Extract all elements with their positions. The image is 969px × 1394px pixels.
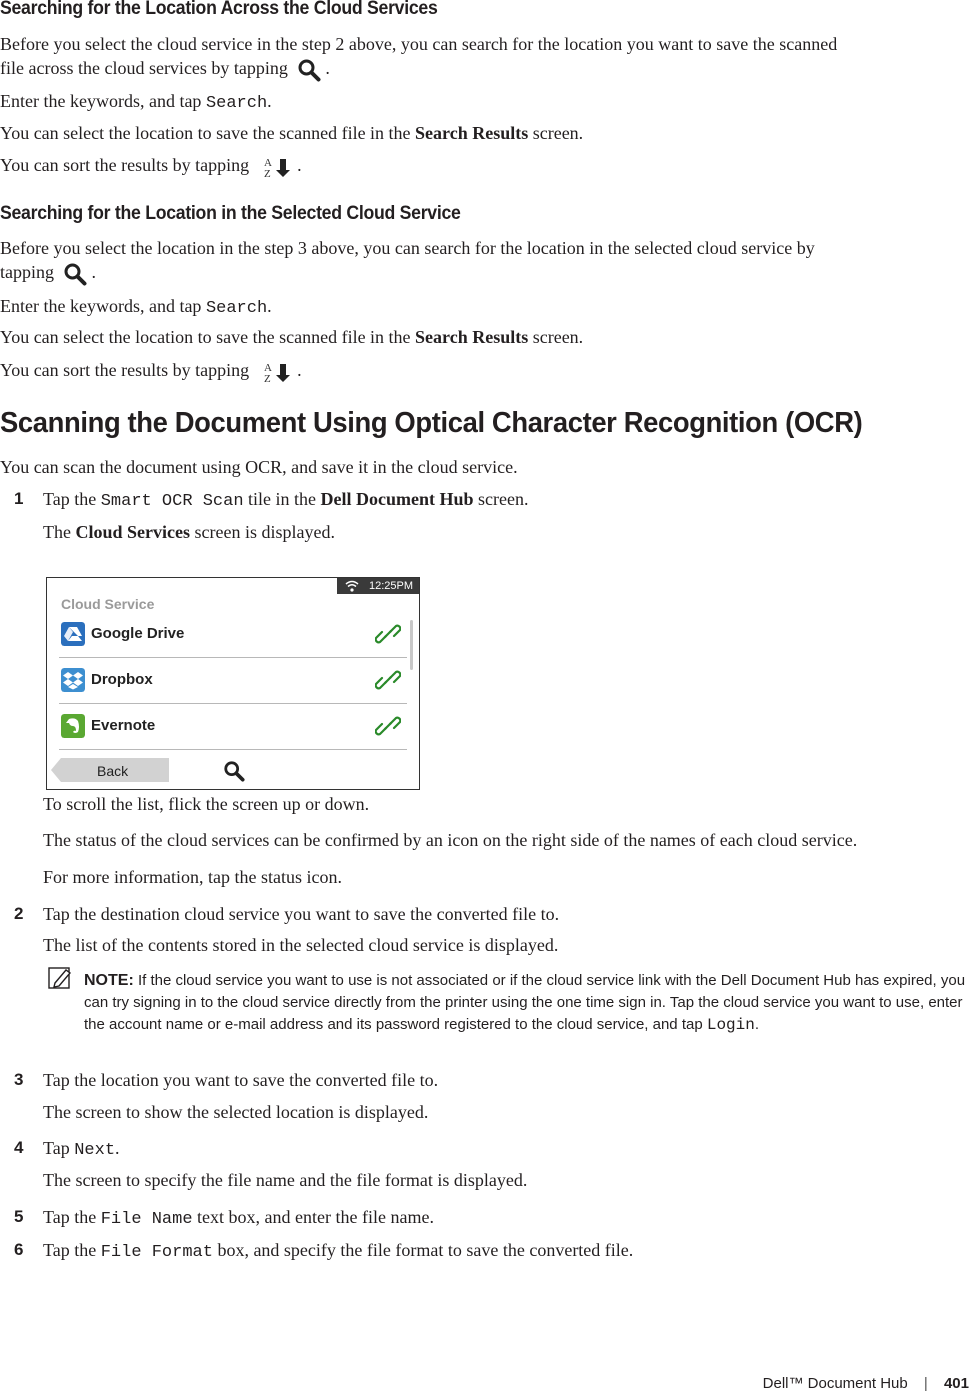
step-number: 6	[14, 1240, 24, 1259]
text-run: Enter the keywords, and tap	[0, 91, 206, 111]
text-run: file across the cloud services by tapping	[0, 58, 288, 78]
step-1-text	[43, 487, 529, 514]
service-row-google-drive[interactable]	[59, 611, 407, 658]
paragraph-search-selected-4: You can sort the results by tapping .	[0, 358, 302, 383]
text-run: screen.	[528, 123, 584, 143]
note-text: If the cloud service you want to use is not associated or if the cloud service link with the Dell Document Hub has expired, you can try signing in to the cloud service directly from the printer using the one time sign in. Tap the cloud service you want to use, enter the account name or e-mail address and its password registered to the cloud service, and tap	[84, 972, 966, 1033]
text-run: tile in the	[243, 489, 321, 509]
search-results-label: Search Results	[415, 327, 529, 347]
text-run: Tap the	[43, 1207, 101, 1227]
step-5-text	[43, 1205, 434, 1232]
link-status-icon[interactable]	[375, 713, 401, 739]
step-number: 1	[14, 489, 24, 508]
cloud-service-screenshot	[46, 577, 420, 790]
link-status-icon[interactable]	[375, 621, 401, 647]
page-number: 401	[943, 1375, 969, 1392]
file-name-field-label: File Name	[100, 1210, 193, 1229]
link-status-icon[interactable]	[375, 667, 401, 693]
step-3-result: The screen to show the selected location is displayed.	[43, 1102, 429, 1122]
paragraph-search-selected-2: Enter the keywords, and tap Search.	[0, 296, 272, 318]
text-run: Tap the	[43, 489, 101, 509]
text-run: You can sort the results by tapping	[0, 155, 250, 175]
text-run: screen.	[528, 327, 584, 347]
file-format-field-label: File Format	[100, 1243, 213, 1262]
search-results-label: Search Results	[415, 123, 529, 143]
text-run: tapping	[0, 262, 54, 282]
text-run: You can select the location to save the scanned file in the	[0, 327, 416, 347]
evernote-icon	[61, 714, 85, 738]
step-3-text: Tap the location you want to save the converted file to.	[43, 1070, 439, 1090]
service-name: Google Drive	[91, 625, 185, 642]
text-run: Tap the	[43, 1240, 101, 1260]
cloud-services-label: Cloud Services	[75, 522, 190, 542]
step-2-result: The list of the contents stored in the selected cloud service is displayed.	[43, 935, 559, 955]
text-run: screen is displayed.	[189, 522, 335, 542]
note-block	[84, 970, 968, 1036]
text-run: The	[43, 522, 76, 542]
paragraph-search-selected-1	[0, 236, 815, 286]
heading-search-selected-service: Searching for the Location in the Selected Cloud Service	[0, 203, 461, 224]
text-line: file across the cloud services by tapping .	[0, 56, 837, 82]
footer-separator: |	[923, 1375, 928, 1392]
next-command: Next	[74, 1141, 116, 1160]
paragraph-search-across-3	[0, 121, 583, 145]
sort-az-icon	[263, 156, 293, 178]
status-time: 12:25PM	[368, 580, 413, 592]
paragraph-search-across-4: You can sort the results by tapping .	[0, 153, 302, 178]
text-run: box, and specify the file format to save the converted file.	[212, 1240, 634, 1260]
heading-ocr-scanning: Scanning the Document Using Optical Character Recognition (OCR)	[0, 407, 863, 439]
paragraph-more-info: For more information, tap the status icon.	[43, 867, 342, 887]
text-run: You can select the location to save the scanned file in the	[0, 123, 416, 143]
step-1-result	[43, 520, 335, 544]
text-line: Before you select the cloud service in the step 2 above, you can search for the location you want to save the scanned	[0, 34, 838, 54]
smart-ocr-scan-tile-label: Smart OCR Scan	[100, 492, 244, 511]
text-run: .	[754, 1016, 760, 1033]
search-command: Search	[205, 299, 268, 318]
status-bar	[47, 578, 419, 594]
scrollbar[interactable]	[410, 620, 413, 670]
text-line: Before you select the location in the step 3 above, you can search for the location in the selected cloud service by	[0, 238, 815, 258]
dropbox-icon	[61, 668, 85, 692]
footer-product: Dell™ Document Hub	[762, 1375, 908, 1392]
search-icon	[63, 262, 87, 286]
screen-title: Cloud Service	[61, 596, 155, 612]
text-run: You can sort the results by tapping	[0, 360, 250, 380]
step-2-text: Tap the destination cloud service you want to save the converted file to.	[43, 904, 560, 924]
pencil-icon	[47, 966, 73, 990]
paragraph-ocr-intro: You can scan the document using OCR, and save it in the cloud service.	[0, 457, 518, 477]
service-name: Dropbox	[91, 671, 153, 688]
text-line: tapping .	[0, 260, 815, 286]
text-run: Tap	[43, 1138, 75, 1158]
heading-search-across-services: Searching for the Location Across the Cloud Services	[0, 0, 438, 19]
paragraph-search-across-1	[0, 32, 837, 82]
login-command: Login	[706, 1016, 755, 1034]
step-number: 4	[14, 1138, 24, 1157]
paragraph-search-across-2: Enter the keywords, and tap Search.	[0, 91, 272, 113]
step-number: 2	[14, 904, 24, 923]
text-run: text box, and enter the file name.	[192, 1207, 434, 1227]
text-run: .	[115, 1138, 120, 1158]
page-footer	[763, 1375, 969, 1392]
search-command: Search	[205, 94, 268, 113]
paragraph-scroll-hint: To scroll the list, flick the screen up or down.	[43, 794, 370, 814]
back-button-label: Back	[97, 763, 129, 779]
service-row-dropbox[interactable]	[59, 657, 407, 704]
step-number: 3	[14, 1070, 24, 1089]
paragraph-search-selected-3	[0, 325, 583, 349]
step-4-result: The screen to specify the file name and the file format is displayed.	[43, 1170, 528, 1190]
note-label: NOTE:	[84, 972, 134, 989]
step-4-text	[43, 1136, 120, 1163]
step-number: 5	[14, 1207, 24, 1226]
sort-az-icon	[263, 361, 293, 383]
service-name: Evernote	[91, 717, 156, 734]
google-drive-icon	[61, 622, 85, 646]
wifi-icon	[345, 580, 359, 592]
paragraph-status-hint: The status of the cloud services can be confirmed by an icon on the right side of the names of each cloud service.	[43, 830, 858, 850]
dell-document-hub-label: Dell Document Hub	[320, 489, 474, 509]
text-run: Enter the keywords, and tap	[0, 296, 206, 316]
text-run: screen.	[473, 489, 529, 509]
service-row-evernote[interactable]	[59, 703, 407, 750]
search-icon[interactable]	[223, 760, 245, 782]
step-6-text	[43, 1238, 633, 1265]
search-icon	[297, 58, 321, 82]
